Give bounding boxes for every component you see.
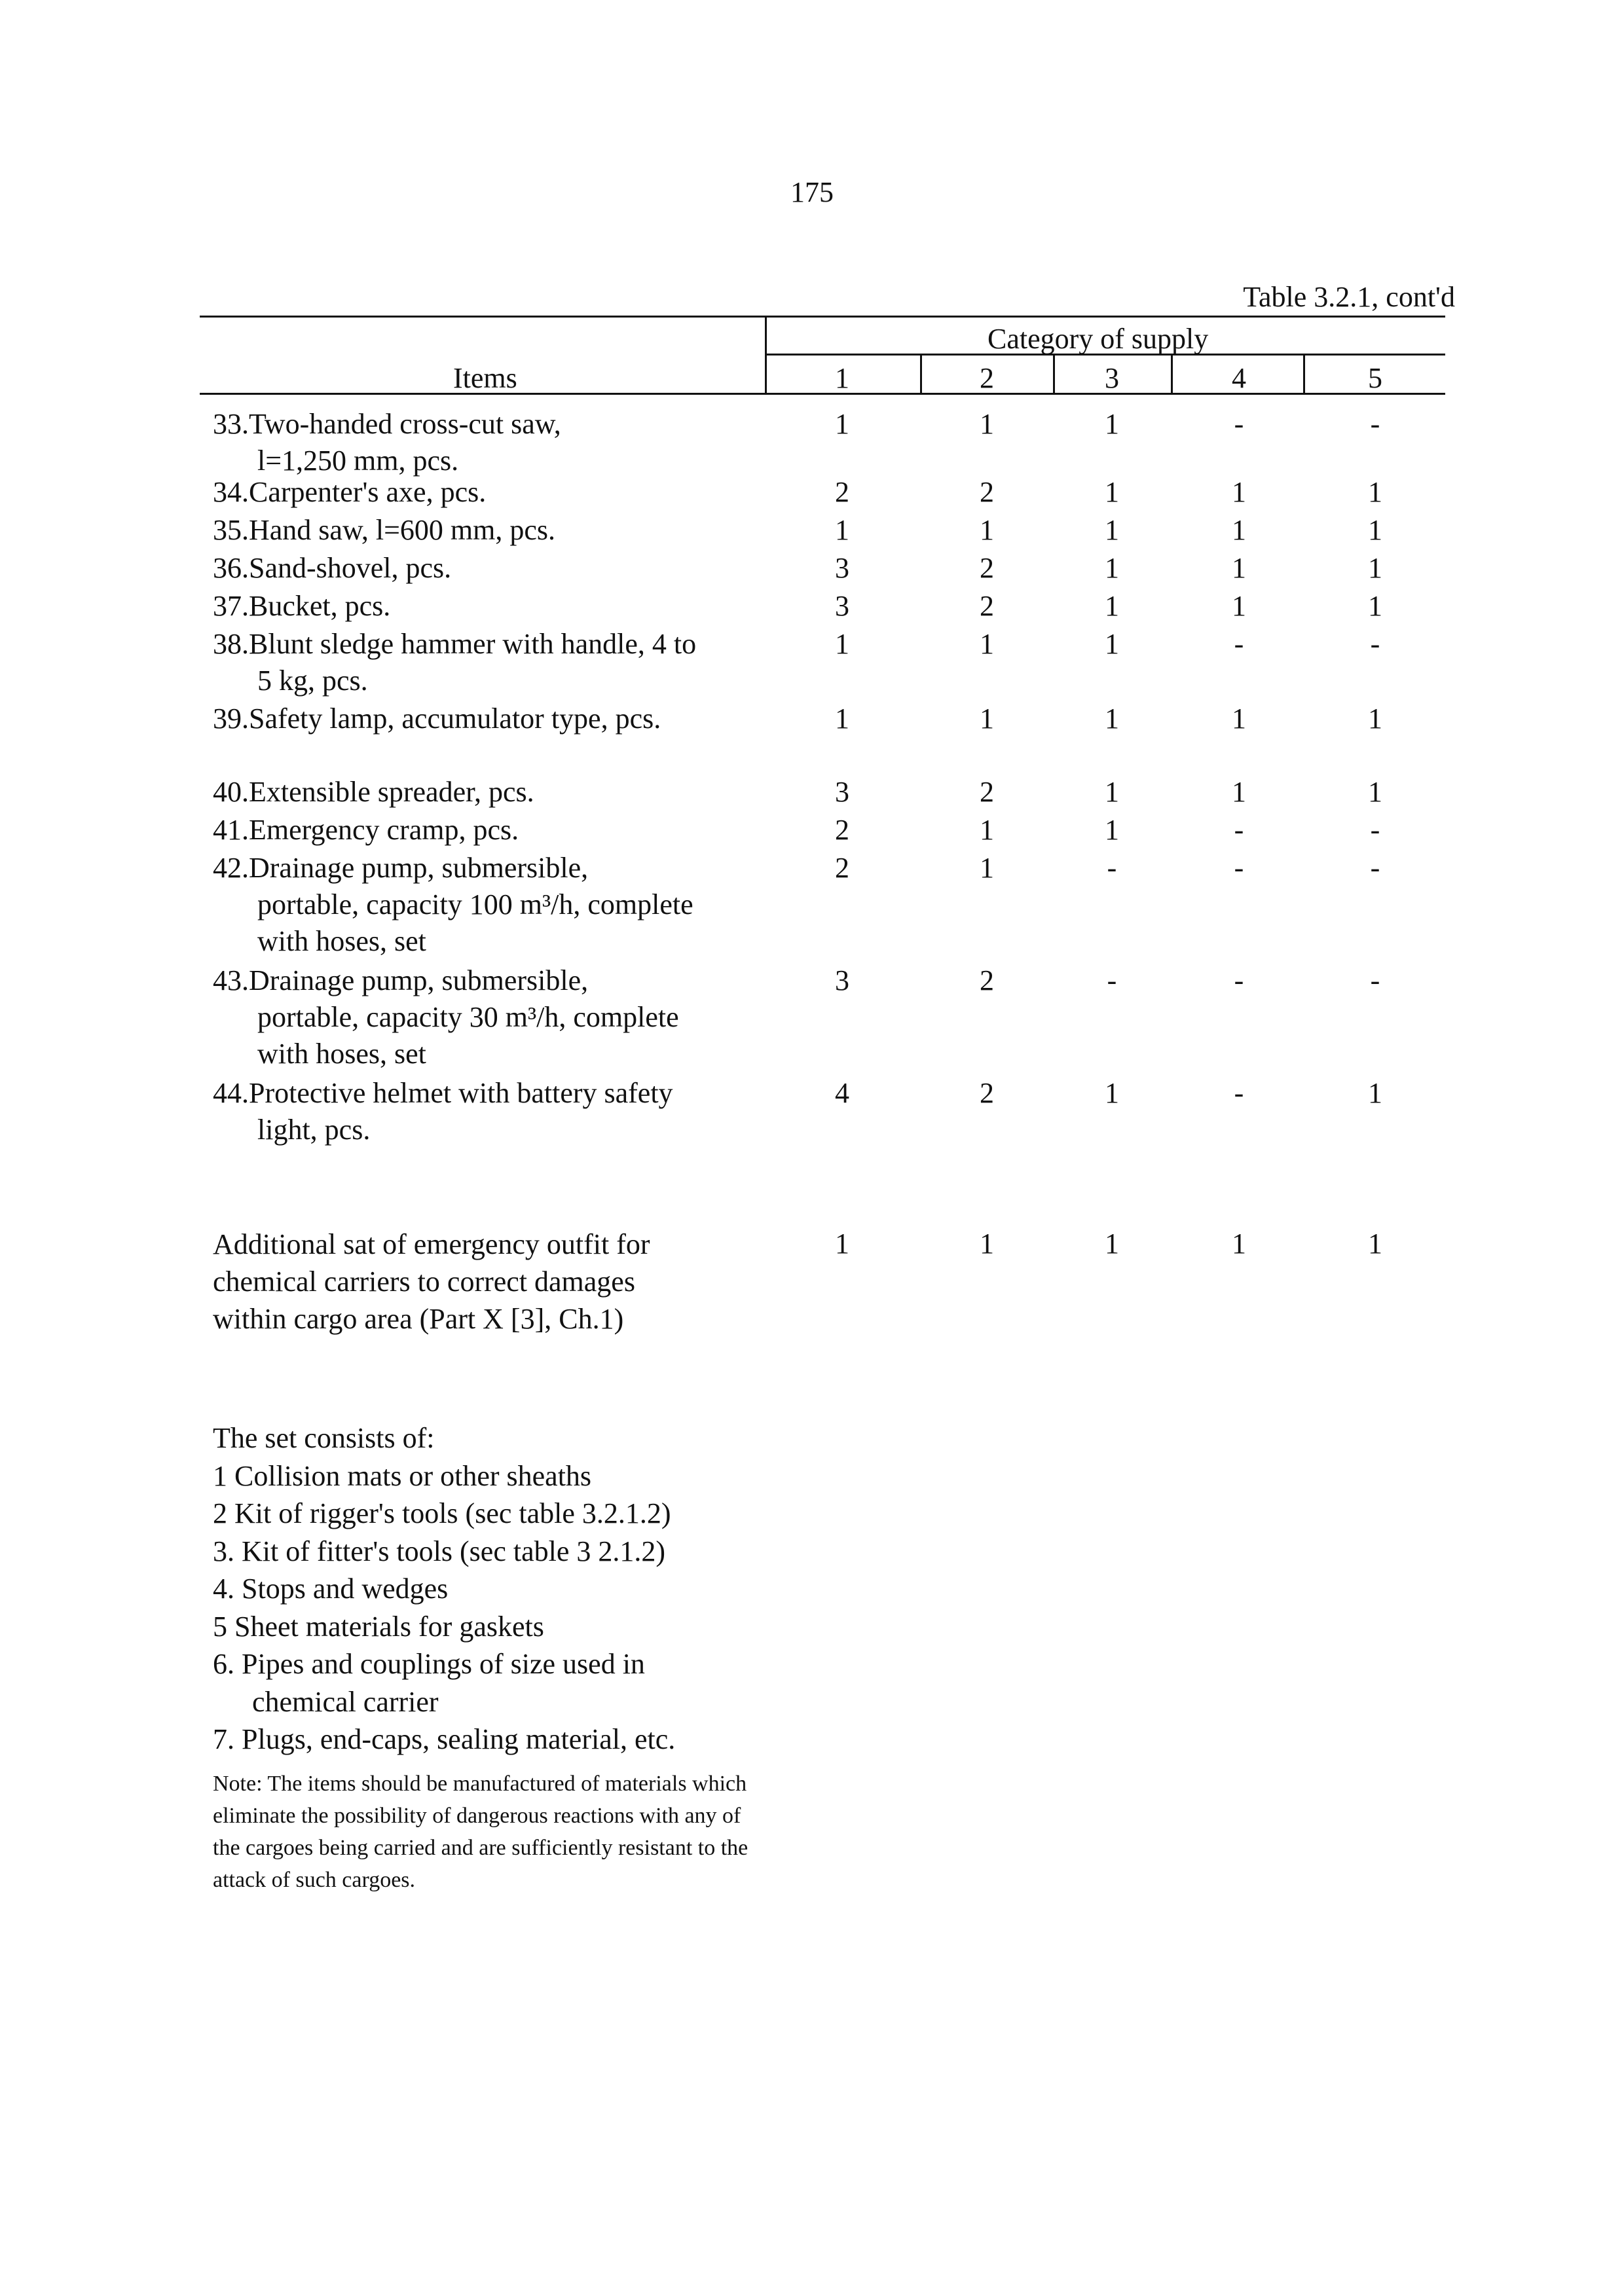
category-4-value: - (1234, 1077, 1244, 1109)
category-2-value: 1 (980, 514, 994, 546)
category-1-value: 4 (835, 1077, 849, 1109)
category-3-value: 1 (1105, 814, 1119, 846)
item-description (213, 1075, 789, 1148)
item-line: 33.Two-handed cross-cut saw, (213, 408, 561, 440)
item-description (213, 550, 789, 587)
item-line: 41.Emergency cramp, pcs. (213, 814, 519, 846)
category-4-value: 1 (1232, 476, 1246, 508)
item-description (213, 406, 789, 479)
category-1-value: 3 (835, 552, 849, 584)
category-3-value: 1 (1105, 590, 1119, 622)
item-description (213, 701, 789, 737)
category-5-value: - (1370, 964, 1380, 996)
category-4-value: 1 (1232, 776, 1246, 808)
category-4-value: - (1234, 628, 1244, 660)
item-line: 5 kg, pcs. (257, 665, 368, 697)
set-list-item: 1 Collision mats or other sheaths (213, 1459, 592, 1492)
col-divider-2 (1053, 354, 1055, 394)
category-5-value: 1 (1368, 702, 1382, 735)
item-line: 42.Drainage pump, submersible, (213, 852, 589, 884)
category-1-value: 1 (835, 408, 849, 440)
category-2-value: 1 (980, 702, 994, 735)
col-header-1: 1 (835, 362, 849, 394)
col-header-2: 2 (980, 362, 994, 394)
category-3-value: 1 (1105, 514, 1119, 546)
item-line: 38.Blunt sledge hammer with handle, 4 to (213, 628, 697, 660)
col-divider-3 (1171, 354, 1173, 394)
item-description (213, 588, 789, 625)
category-3-value: 1 (1105, 776, 1119, 808)
item-line: with hoses, set (257, 925, 426, 957)
category-1-value: 3 (835, 776, 849, 808)
category-5-value: - (1370, 408, 1380, 440)
category-3-value: 1 (1105, 702, 1119, 735)
items-header: Items (453, 362, 517, 394)
item-line: with hoses, set (257, 1038, 426, 1070)
category-5-value: - (1370, 814, 1380, 846)
category-4-value: - (1234, 408, 1244, 440)
item-line: 43.Drainage pump, submersible, (213, 964, 589, 996)
category-2-value: 1 (980, 628, 994, 660)
item-line: 34.Carpenter's axe, pcs. (213, 476, 487, 508)
category-3-value: 1 (1105, 408, 1119, 440)
category-3-value: 1 (1105, 476, 1119, 508)
category-4-value: - (1234, 964, 1244, 996)
additional-line: Additional sat of emergency outfit for (213, 1228, 650, 1260)
item-line: light, pcs. (257, 1114, 371, 1146)
additional-value: 1 (1232, 1228, 1246, 1260)
category-1-value: 1 (835, 514, 849, 546)
category-3-value: - (1107, 852, 1117, 884)
category-4-value: - (1234, 814, 1244, 846)
category-2-value: 2 (980, 1077, 994, 1109)
category-5-value: 1 (1368, 776, 1382, 808)
note-text: Note: The items should be manufactured of materials which eliminate the possibility of dangerous reactions with any of the cargoes being carried and are sufficiently resistant to the attack of such cargoes. (213, 1772, 748, 1892)
col-header-5: 5 (1368, 362, 1382, 394)
item-line: 40.Extensible spreader, pcs. (213, 776, 534, 808)
category-1-value: 2 (835, 852, 849, 884)
items-divider (765, 316, 767, 394)
category-3-value: 1 (1105, 552, 1119, 584)
additional-value: 1 (835, 1228, 849, 1260)
category-2-value: 2 (980, 590, 994, 622)
category-3-value: - (1107, 964, 1117, 996)
category-1-value: 3 (835, 590, 849, 622)
category-5-value: 1 (1368, 514, 1382, 546)
category-5-value: 1 (1368, 590, 1382, 622)
category-1-value: 2 (835, 476, 849, 508)
additional-set-text (213, 1226, 802, 1338)
page-number: 175 (790, 176, 834, 208)
item-description (213, 512, 789, 549)
category-2-value: 2 (980, 476, 994, 508)
col-divider-4 (1303, 354, 1305, 394)
set-list-item: 5 Sheet materials for gaskets (213, 1610, 544, 1643)
category-2-value: 1 (980, 408, 994, 440)
category-5-value: - (1370, 628, 1380, 660)
set-list-item: 4. Stops and wedges (213, 1573, 449, 1605)
category-4-value: 1 (1232, 514, 1246, 546)
col-header-4: 4 (1232, 362, 1246, 394)
set-list-item: 7. Plugs, end-caps, sealing material, etc. (213, 1723, 676, 1755)
category-2-value: 1 (980, 814, 994, 846)
table-top-rule (200, 316, 1445, 318)
category-5-value: - (1370, 852, 1380, 884)
category-2-value: 2 (980, 964, 994, 996)
item-line: 39.Safety lamp, accumulator type, pcs. (213, 702, 661, 735)
additional-line: within cargo area (Part X [3], Ch.1) (213, 1303, 624, 1335)
item-line: portable, capacity 100 m³/h, complete (257, 888, 693, 920)
item-description (213, 812, 789, 848)
category-2-value: 2 (980, 776, 994, 808)
item-line: l=1,250 mm, pcs. (257, 445, 459, 477)
category-2-value: 2 (980, 552, 994, 584)
item-description (213, 626, 789, 699)
category-4-value: 1 (1232, 702, 1246, 735)
category-1-value: 1 (835, 702, 849, 735)
category-header: Category of supply (987, 323, 1209, 355)
item-description (213, 474, 789, 511)
additional-value: 1 (1368, 1228, 1382, 1260)
category-5-value: 1 (1368, 476, 1382, 508)
item-description (213, 774, 789, 811)
table-caption: Table 3.2.1, cont'd (1243, 281, 1455, 313)
item-description (213, 850, 789, 960)
item-line: 36.Sand-shovel, pcs. (213, 552, 452, 584)
additional-value: 1 (980, 1228, 994, 1260)
item-line: 35.Hand saw, l=600 mm, pcs. (213, 514, 556, 546)
category-3-value: 1 (1105, 1077, 1119, 1109)
item-description (213, 962, 789, 1072)
set-list-item: chemical carrier (252, 1685, 439, 1718)
additional-value: 1 (1105, 1228, 1119, 1260)
additional-line: chemical carriers to correct damages (213, 1266, 635, 1298)
category-1-value: 3 (835, 964, 849, 996)
category-1-value: 1 (835, 628, 849, 660)
set-list-intro: The set consists of: (213, 1422, 435, 1454)
set-list-item: 6. Pipes and couplings of size used in (213, 1648, 645, 1680)
set-list (213, 1419, 868, 1758)
category-4-value: 1 (1232, 590, 1246, 622)
category-3-value: 1 (1105, 628, 1119, 660)
category-4-value: - (1234, 852, 1244, 884)
category-5-value: 1 (1368, 552, 1382, 584)
category-4-value: 1 (1232, 552, 1246, 584)
item-line: 44.Protective helmet with battery safety (213, 1077, 673, 1109)
category-2-value: 1 (980, 852, 994, 884)
col-header-3: 3 (1105, 362, 1119, 394)
set-list-item: 2 Kit of rigger's tools (sec table 3.2.1.2) (213, 1497, 671, 1529)
item-line: 37.Bucket, pcs. (213, 590, 391, 622)
col-divider-1 (920, 354, 922, 394)
item-line: portable, capacity 30 m³/h, complete (257, 1001, 679, 1033)
category-5-value: 1 (1368, 1077, 1382, 1109)
set-list-item: 3. Kit of fitter's tools (sec table 3 2.1.2) (213, 1535, 666, 1567)
category-1-value: 2 (835, 814, 849, 846)
